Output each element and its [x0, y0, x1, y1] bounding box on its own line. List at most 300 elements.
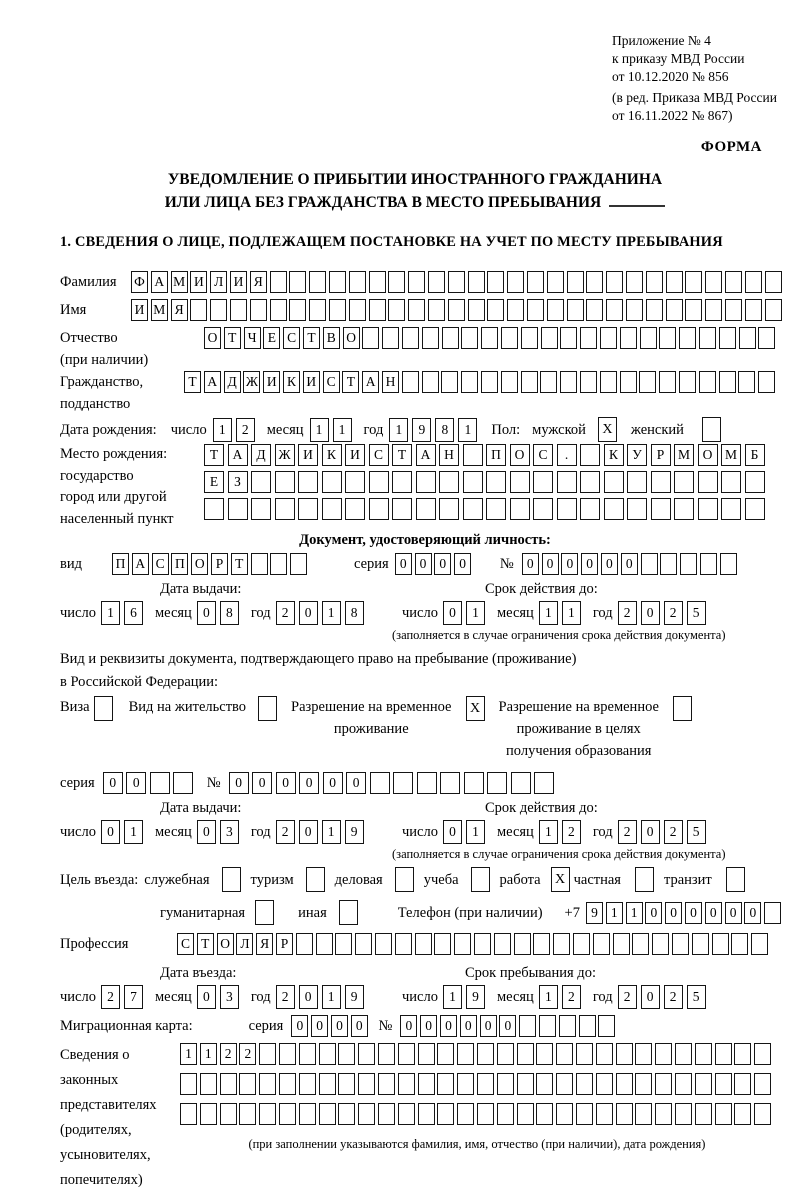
form-cell[interactable]	[576, 1043, 593, 1065]
form-cell[interactable]: 1	[333, 418, 352, 442]
form-cell[interactable]: 3	[220, 985, 239, 1009]
form-cell[interactable]: 0	[434, 553, 451, 575]
form-cell[interactable]	[322, 471, 342, 493]
purpose-study-checkbox[interactable]	[471, 867, 490, 892]
form-cell[interactable]: 0	[351, 1015, 368, 1037]
form-cell[interactable]	[228, 498, 248, 520]
form-cell[interactable]: Я	[171, 299, 188, 321]
form-cell[interactable]: Т	[303, 327, 320, 349]
form-cell[interactable]	[402, 327, 419, 349]
form-cell[interactable]	[422, 371, 439, 393]
form-cell[interactable]	[651, 471, 671, 493]
form-cell[interactable]: 0	[299, 601, 318, 625]
form-cell[interactable]	[378, 1103, 395, 1125]
form-cell[interactable]	[299, 1073, 316, 1095]
form-cell[interactable]	[468, 271, 485, 293]
form-cell[interactable]	[719, 371, 736, 393]
form-cell[interactable]	[298, 498, 318, 520]
form-cell[interactable]: Т	[204, 444, 224, 466]
form-cell[interactable]	[428, 271, 445, 293]
form-cell[interactable]	[501, 327, 518, 349]
form-cell[interactable]: 2	[618, 601, 637, 625]
form-cell[interactable]	[580, 327, 597, 349]
form-cell[interactable]	[533, 498, 553, 520]
form-cell[interactable]: И	[190, 271, 207, 293]
form-cell[interactable]: С	[177, 933, 194, 955]
form-cell[interactable]	[299, 1103, 316, 1125]
form-cell[interactable]	[457, 1073, 474, 1095]
form-cell[interactable]	[358, 1103, 375, 1125]
form-cell[interactable]	[275, 498, 295, 520]
form-cell[interactable]	[613, 933, 630, 955]
form-cell[interactable]: 8	[435, 418, 454, 442]
form-cell[interactable]	[477, 1073, 494, 1095]
form-cell[interactable]	[765, 271, 782, 293]
form-cell[interactable]	[434, 933, 451, 955]
form-cell[interactable]	[309, 271, 326, 293]
form-cell[interactable]	[369, 498, 389, 520]
form-cell[interactable]: 0	[126, 772, 146, 794]
form-cell[interactable]	[600, 327, 617, 349]
form-cell[interactable]	[369, 471, 389, 493]
form-cell[interactable]	[408, 299, 425, 321]
form-cell[interactable]	[173, 772, 193, 794]
form-cell[interactable]	[536, 1043, 553, 1065]
form-cell[interactable]	[319, 1043, 336, 1065]
form-cell[interactable]	[507, 271, 524, 293]
form-cell[interactable]	[251, 553, 268, 575]
form-cell[interactable]: Л	[210, 271, 227, 293]
form-cell[interactable]	[200, 1103, 217, 1125]
form-cell[interactable]	[655, 1073, 672, 1095]
form-cell[interactable]	[606, 299, 623, 321]
form-cell[interactable]	[487, 271, 504, 293]
form-cell[interactable]: 0	[101, 820, 120, 844]
form-cell[interactable]	[507, 299, 524, 321]
form-cell[interactable]: И	[298, 444, 318, 466]
form-cell[interactable]: 0	[299, 985, 318, 1009]
form-cell[interactable]	[378, 1073, 395, 1095]
form-cell[interactable]	[695, 1073, 712, 1095]
form-cell[interactable]: Ж	[275, 444, 295, 466]
purpose-other-checkbox[interactable]	[339, 900, 358, 925]
form-cell[interactable]	[486, 471, 506, 493]
form-cell[interactable]	[393, 772, 413, 794]
form-cell[interactable]	[666, 299, 683, 321]
form-cell[interactable]	[464, 772, 484, 794]
form-cell[interactable]	[539, 1015, 556, 1037]
form-cell[interactable]	[586, 271, 603, 293]
form-cell[interactable]	[494, 933, 511, 955]
form-cell[interactable]	[652, 933, 669, 955]
form-cell[interactable]	[388, 299, 405, 321]
form-cell[interactable]: 1	[606, 902, 623, 924]
form-cell[interactable]	[547, 299, 564, 321]
form-cell[interactable]	[319, 1073, 336, 1095]
form-cell[interactable]	[335, 933, 352, 955]
form-cell[interactable]	[616, 1073, 633, 1095]
form-cell[interactable]: .	[557, 444, 577, 466]
form-cell[interactable]: 0	[299, 772, 319, 794]
form-cell[interactable]	[567, 299, 584, 321]
form-cell[interactable]: 9	[345, 820, 364, 844]
form-cell[interactable]: 1	[626, 902, 643, 924]
form-cell[interactable]	[180, 1103, 197, 1125]
form-cell[interactable]: 0	[641, 985, 660, 1009]
form-cell[interactable]	[720, 553, 737, 575]
form-cell[interactable]	[329, 299, 346, 321]
form-cell[interactable]	[699, 371, 716, 393]
form-cell[interactable]	[586, 299, 603, 321]
form-cell[interactable]	[200, 1073, 217, 1095]
form-cell[interactable]	[259, 1043, 276, 1065]
form-cell[interactable]	[675, 1103, 692, 1125]
form-cell[interactable]: 1	[443, 985, 462, 1009]
form-cell[interactable]	[299, 1043, 316, 1065]
purpose-work-checkbox[interactable]: X	[551, 867, 570, 892]
form-cell[interactable]	[640, 327, 657, 349]
form-cell[interactable]	[454, 933, 471, 955]
form-cell[interactable]: 1	[180, 1043, 197, 1065]
form-cell[interactable]	[345, 471, 365, 493]
form-cell[interactable]: 0	[744, 902, 761, 924]
form-cell[interactable]: 1	[322, 601, 341, 625]
form-cell[interactable]	[754, 1073, 771, 1095]
form-cell[interactable]	[639, 371, 656, 393]
form-cell[interactable]	[604, 498, 624, 520]
form-cell[interactable]	[392, 498, 412, 520]
form-cell[interactable]: 0	[645, 902, 662, 924]
form-cell[interactable]	[745, 471, 765, 493]
form-cell[interactable]: С	[323, 371, 340, 393]
form-cell[interactable]: 1	[539, 601, 558, 625]
form-cell[interactable]: 2	[562, 820, 581, 844]
form-cell[interactable]	[517, 1073, 534, 1095]
form-cell[interactable]: Т	[342, 371, 359, 393]
form-cell[interactable]: С	[283, 327, 300, 349]
form-cell[interactable]	[596, 1043, 613, 1065]
form-cell[interactable]: 1	[458, 418, 477, 442]
form-cell[interactable]	[439, 498, 459, 520]
form-cell[interactable]	[220, 1103, 237, 1125]
form-cell[interactable]	[738, 371, 755, 393]
form-cell[interactable]	[150, 772, 170, 794]
form-cell[interactable]	[422, 327, 439, 349]
form-cell[interactable]: 0	[252, 772, 272, 794]
form-cell[interactable]: 0	[454, 553, 471, 575]
form-cell[interactable]	[415, 933, 432, 955]
form-cell[interactable]	[556, 1103, 573, 1125]
form-cell[interactable]	[355, 933, 372, 955]
form-cell[interactable]: П	[486, 444, 506, 466]
form-cell[interactable]	[270, 271, 287, 293]
form-cell[interactable]	[745, 299, 762, 321]
form-cell[interactable]: 1	[310, 418, 329, 442]
form-cell[interactable]: Т	[392, 444, 412, 466]
form-cell[interactable]: И	[303, 371, 320, 393]
form-cell[interactable]: А	[151, 271, 168, 293]
form-cell[interactable]	[534, 772, 554, 794]
form-cell[interactable]: Т	[197, 933, 214, 955]
form-cell[interactable]	[598, 1015, 615, 1037]
form-cell[interactable]	[457, 1043, 474, 1065]
form-cell[interactable]: Р	[276, 933, 293, 955]
form-cell[interactable]	[557, 471, 577, 493]
form-cell[interactable]: Т	[231, 553, 248, 575]
form-cell[interactable]: О	[217, 933, 234, 955]
form-cell[interactable]	[725, 271, 742, 293]
form-cell[interactable]	[541, 327, 558, 349]
form-cell[interactable]: К	[322, 444, 342, 466]
form-cell[interactable]: 9	[466, 985, 485, 1009]
purpose-tourism-checkbox[interactable]	[306, 867, 325, 892]
form-cell[interactable]	[481, 327, 498, 349]
form-cell[interactable]	[540, 371, 557, 393]
form-cell[interactable]	[527, 299, 544, 321]
form-cell[interactable]	[289, 299, 306, 321]
form-cell[interactable]	[675, 1043, 692, 1065]
form-cell[interactable]	[417, 772, 437, 794]
form-cell[interactable]	[418, 1073, 435, 1095]
form-cell[interactable]	[567, 271, 584, 293]
form-cell[interactable]: 1	[539, 820, 558, 844]
form-cell[interactable]: 2	[276, 820, 295, 844]
form-cell[interactable]: 0	[725, 902, 742, 924]
form-cell[interactable]: 0	[499, 1015, 516, 1037]
form-cell[interactable]	[463, 444, 483, 466]
form-cell[interactable]: 0	[641, 820, 660, 844]
form-cell[interactable]: 0	[480, 1015, 497, 1037]
form-cell[interactable]	[521, 371, 538, 393]
form-cell[interactable]: О	[510, 444, 530, 466]
form-cell[interactable]	[715, 1103, 732, 1125]
form-cell[interactable]	[392, 471, 412, 493]
form-cell[interactable]	[580, 471, 600, 493]
form-cell[interactable]	[461, 327, 478, 349]
form-cell[interactable]: Н	[439, 444, 459, 466]
form-cell[interactable]	[349, 271, 366, 293]
form-cell[interactable]	[398, 1073, 415, 1095]
form-cell[interactable]: И	[263, 371, 280, 393]
form-cell[interactable]: 0	[395, 553, 412, 575]
form-cell[interactable]	[230, 299, 247, 321]
form-cell[interactable]: 2	[276, 985, 295, 1009]
form-cell[interactable]	[699, 327, 716, 349]
form-cell[interactable]: С	[152, 553, 169, 575]
form-cell[interactable]: 0	[542, 553, 559, 575]
form-cell[interactable]	[559, 1015, 576, 1037]
form-cell[interactable]	[685, 271, 702, 293]
form-cell[interactable]: 0	[443, 820, 462, 844]
form-cell[interactable]	[279, 1103, 296, 1125]
form-cell[interactable]	[616, 1043, 633, 1065]
form-cell[interactable]	[486, 498, 506, 520]
form-cell[interactable]	[745, 271, 762, 293]
form-cell[interactable]: Д	[224, 371, 241, 393]
form-cell[interactable]	[338, 1043, 355, 1065]
form-cell[interactable]: А	[416, 444, 436, 466]
form-cell[interactable]	[695, 1103, 712, 1125]
form-cell[interactable]	[627, 498, 647, 520]
form-cell[interactable]	[369, 271, 386, 293]
form-cell[interactable]: И	[131, 299, 148, 321]
form-cell[interactable]: 0	[197, 820, 216, 844]
form-cell[interactable]	[510, 498, 530, 520]
form-cell[interactable]	[190, 299, 207, 321]
form-cell[interactable]	[646, 271, 663, 293]
form-cell[interactable]	[679, 327, 696, 349]
form-cell[interactable]	[220, 1073, 237, 1095]
form-cell[interactable]	[398, 1103, 415, 1125]
form-cell[interactable]: М	[151, 299, 168, 321]
form-cell[interactable]	[439, 471, 459, 493]
form-cell[interactable]: 0	[311, 1015, 328, 1037]
form-cell[interactable]: 5	[687, 985, 706, 1009]
form-cell[interactable]	[204, 498, 224, 520]
form-cell[interactable]	[440, 772, 460, 794]
form-cell[interactable]	[514, 933, 531, 955]
form-cell[interactable]: Б	[745, 444, 765, 466]
form-cell[interactable]: 0	[705, 902, 722, 924]
form-cell[interactable]	[511, 772, 531, 794]
form-cell[interactable]	[239, 1073, 256, 1095]
form-cell[interactable]	[672, 933, 689, 955]
form-cell[interactable]	[754, 1103, 771, 1125]
form-cell[interactable]	[626, 299, 643, 321]
form-cell[interactable]: 0	[685, 902, 702, 924]
form-cell[interactable]	[580, 444, 600, 466]
form-cell[interactable]: И	[230, 271, 247, 293]
form-cell[interactable]	[316, 933, 333, 955]
form-cell[interactable]: 1	[213, 418, 232, 442]
form-cell[interactable]: 3	[220, 820, 239, 844]
form-cell[interactable]	[660, 553, 677, 575]
form-cell[interactable]: О	[698, 444, 718, 466]
form-cell[interactable]: Ф	[131, 271, 148, 293]
form-cell[interactable]	[481, 371, 498, 393]
form-cell[interactable]	[606, 271, 623, 293]
form-cell[interactable]	[557, 498, 577, 520]
form-cell[interactable]: О	[191, 553, 208, 575]
form-cell[interactable]	[576, 1103, 593, 1125]
form-cell[interactable]: Ж	[243, 371, 260, 393]
form-cell[interactable]	[536, 1103, 553, 1125]
form-cell[interactable]	[764, 902, 781, 924]
form-cell[interactable]: У	[627, 444, 647, 466]
form-cell[interactable]	[604, 471, 624, 493]
form-cell[interactable]	[487, 299, 504, 321]
form-cell[interactable]	[289, 271, 306, 293]
form-cell[interactable]	[705, 271, 722, 293]
form-cell[interactable]: С	[533, 444, 553, 466]
form-cell[interactable]	[560, 371, 577, 393]
form-cell[interactable]	[560, 327, 577, 349]
form-cell[interactable]	[635, 1043, 652, 1065]
form-cell[interactable]	[487, 772, 507, 794]
form-cell[interactable]: 1	[101, 601, 120, 625]
form-cell[interactable]: Д	[251, 444, 271, 466]
form-cell[interactable]	[468, 299, 485, 321]
form-cell[interactable]: 0	[299, 820, 318, 844]
form-cell[interactable]	[698, 498, 718, 520]
purpose-official-checkbox[interactable]	[222, 867, 241, 892]
form-cell[interactable]	[705, 299, 722, 321]
form-cell[interactable]	[259, 1103, 276, 1125]
form-cell[interactable]	[700, 553, 717, 575]
form-cell[interactable]: Ч	[244, 327, 261, 349]
form-cell[interactable]: 0	[420, 1015, 437, 1037]
form-cell[interactable]	[517, 1103, 534, 1125]
form-cell[interactable]	[416, 471, 436, 493]
form-cell[interactable]: 0	[400, 1015, 417, 1037]
form-cell[interactable]: Я	[250, 271, 267, 293]
form-cell[interactable]	[626, 271, 643, 293]
form-cell[interactable]	[322, 498, 342, 520]
form-cell[interactable]	[296, 933, 313, 955]
form-cell[interactable]: 1	[466, 820, 485, 844]
form-cell[interactable]: 5	[687, 820, 706, 844]
form-cell[interactable]: 9	[412, 418, 431, 442]
form-cell[interactable]	[666, 271, 683, 293]
form-cell[interactable]	[651, 498, 671, 520]
form-cell[interactable]	[593, 933, 610, 955]
form-cell[interactable]: 0	[323, 772, 343, 794]
form-cell[interactable]: 0	[197, 601, 216, 625]
form-cell[interactable]	[369, 299, 386, 321]
form-cell[interactable]	[461, 371, 478, 393]
form-cell[interactable]	[725, 299, 742, 321]
form-cell[interactable]: К	[604, 444, 624, 466]
form-cell[interactable]: 1	[322, 985, 341, 1009]
form-cell[interactable]	[635, 1073, 652, 1095]
form-cell[interactable]	[765, 299, 782, 321]
form-cell[interactable]: 0	[276, 772, 296, 794]
form-cell[interactable]	[239, 1103, 256, 1125]
form-cell[interactable]	[573, 933, 590, 955]
form-cell[interactable]: 0	[103, 772, 123, 794]
form-cell[interactable]	[674, 471, 694, 493]
form-cell[interactable]	[510, 471, 530, 493]
purpose-private-checkbox[interactable]	[635, 867, 654, 892]
form-cell[interactable]	[382, 327, 399, 349]
form-cell[interactable]: 1	[389, 418, 408, 442]
form-cell[interactable]	[527, 271, 544, 293]
form-cell[interactable]	[251, 498, 271, 520]
form-cell[interactable]	[596, 1073, 613, 1095]
form-cell[interactable]	[398, 1043, 415, 1065]
form-cell[interactable]	[477, 1103, 494, 1125]
form-cell[interactable]	[680, 553, 697, 575]
form-cell[interactable]: 6	[124, 601, 143, 625]
form-cell[interactable]	[517, 1043, 534, 1065]
form-cell[interactable]	[345, 498, 365, 520]
form-cell[interactable]: М	[171, 271, 188, 293]
form-cell[interactable]: 0	[581, 553, 598, 575]
form-cell[interactable]	[758, 371, 775, 393]
form-cell[interactable]: Р	[651, 444, 671, 466]
form-cell[interactable]	[319, 1103, 336, 1125]
form-cell[interactable]	[731, 933, 748, 955]
visa-checkbox[interactable]	[94, 696, 113, 721]
form-cell[interactable]: 0	[346, 772, 366, 794]
form-cell[interactable]	[378, 1043, 395, 1065]
form-cell[interactable]: М	[721, 444, 741, 466]
purpose-humanitarian-checkbox[interactable]	[255, 900, 274, 925]
form-cell[interactable]	[556, 1073, 573, 1095]
edu-permit-checkbox[interactable]	[673, 696, 692, 721]
form-cell[interactable]: 0	[331, 1015, 348, 1037]
purpose-transit-checkbox[interactable]	[726, 867, 745, 892]
